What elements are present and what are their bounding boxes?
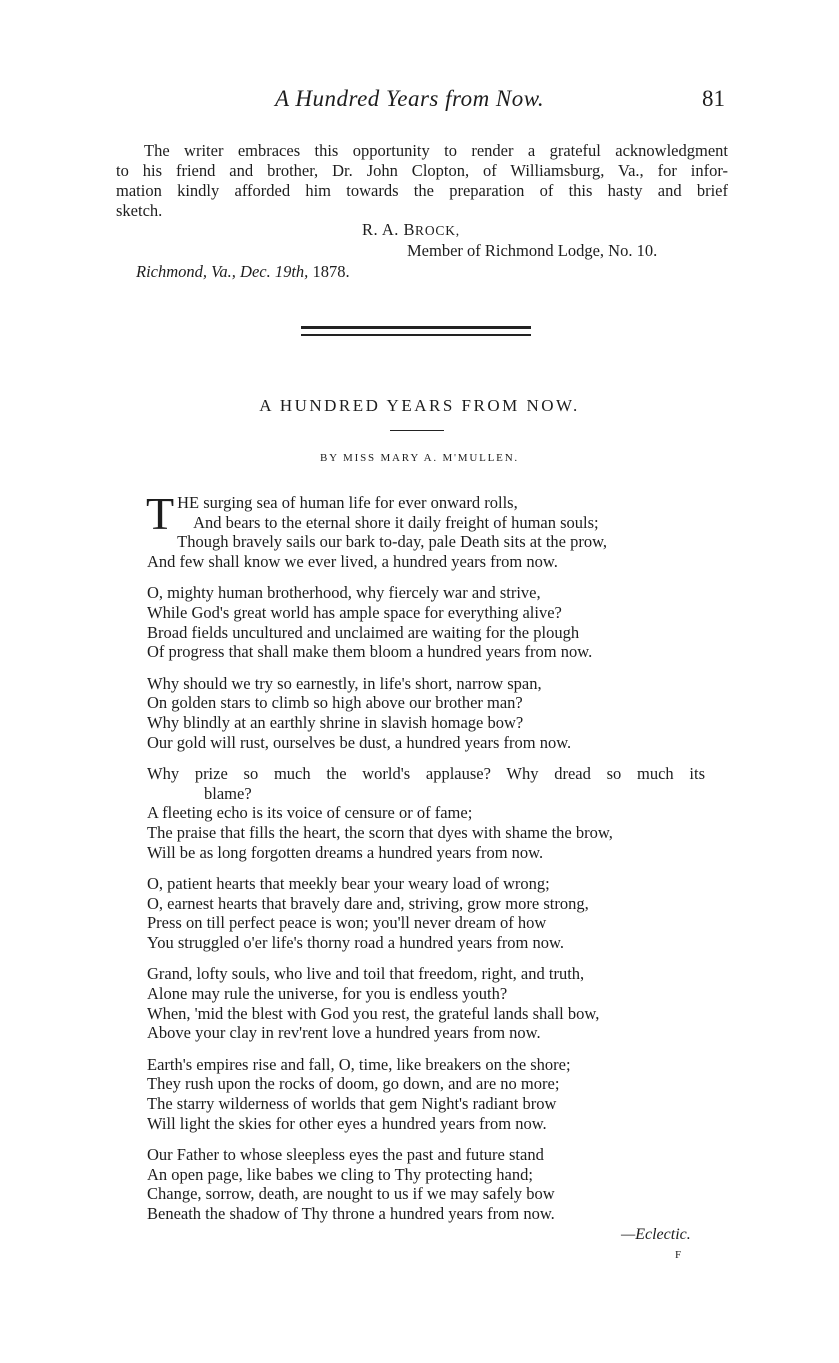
stanza — [147, 1055, 707, 1133]
poem-line: O, patient hearts that meekly bear your weary load of wrong; — [147, 874, 550, 894]
poem-line: Why blindly at an earthly shrine in slavish homage bow? — [147, 712, 524, 732]
poem-line: Of progress that shall make them bloom a hundred years from now. — [147, 642, 593, 662]
dateline-place: Richmond, Va., Dec. 19th, — [136, 262, 309, 281]
signature-name — [362, 220, 460, 240]
poem-line: Our gold will rust, ourselves be dust, a hundred years from now. — [147, 732, 572, 752]
running-title: A Hundred Years from Now. — [275, 86, 545, 111]
poem-line: Above your clay in rev'rent love a hundred years from now. — [147, 1023, 541, 1043]
title-rule — [390, 430, 444, 431]
poem-line: The praise that fills the heart, the scorn that dyes with shame the brow, — [147, 822, 613, 842]
poem-line: Beneath the shadow of Thy throne a hundred years from now. — [147, 1204, 555, 1223]
poem-line: When, 'mid the blest with God you rest, the grateful lands shall bow, — [147, 1003, 600, 1023]
poem-line: And few shall know we ever lived, a hundred years from now. — [147, 551, 558, 571]
poem-line: An open page, like babes we cling to Thy protecting hand; — [147, 1164, 533, 1184]
poem-line: Though bravely sails our bark to-day, pale Death sits at the prow, — [177, 532, 608, 552]
poem-line: The starry wilderness of worlds that gem Night's radiant brow — [147, 1094, 557, 1114]
poem-line: Press on till perfect peace is won; you'll never dream of how — [147, 913, 547, 933]
poem-line: Change, sorrow, death, are nought to us if we may safely bow — [147, 1184, 555, 1204]
acknowledgment-line: sketch. — [116, 201, 163, 220]
signature-initials: R. A. B — [362, 220, 416, 239]
poem-byline: BY MISS MARY A. M'MULLEN. — [320, 452, 519, 464]
poem-credit: —Eclectic. — [621, 1226, 691, 1243]
stanza — [147, 583, 707, 661]
poem-line: Will light the skies for other eyes a hundred years from now. — [147, 1113, 547, 1133]
poem-line: Alone may rule the universe, for you is endless youth? — [147, 984, 508, 1004]
poem-line: Why prize so much the world's applause? Why dread so much its — [147, 764, 705, 784]
poem-line: Our Father to whose sleepless eyes the past and future stand — [147, 1145, 544, 1165]
poem-line — [147, 513, 707, 533]
poem-line: O, earnest hearts that bravely dare and, striving, grow more strong, — [147, 893, 589, 913]
stanza — [147, 874, 707, 952]
poem-body — [146, 488, 707, 1236]
poem-line: Why should we try so earnestly, in life's short, narrow span, — [147, 673, 542, 693]
section-divider — [301, 326, 531, 336]
stanza — [147, 1145, 707, 1223]
signature-surname: ROCK, — [415, 223, 460, 238]
poem-title: A HUNDRED YEARS FROM NOW. — [259, 396, 580, 415]
dateline — [136, 262, 350, 282]
acknowledgment-line: to his friend and brother, Dr. John Clopton, of Williamsburg, Va., for infor- — [116, 161, 728, 180]
stanza — [147, 964, 707, 1042]
poem-line: HE surging sea of human life for ever onward rolls, — [177, 493, 518, 512]
running-head — [0, 86, 839, 116]
stanza — [147, 674, 707, 752]
poem-line: They rush upon the rocks of doom, go down, and are no more; — [147, 1074, 560, 1094]
dateline-year: 1878. — [312, 262, 350, 281]
signature-title: Member of Richmond Lodge, No. 10. — [407, 241, 658, 260]
poem-line: Earth's empires rise and fall, O, time, like breakers on the shore; — [147, 1054, 571, 1074]
stanza — [146, 488, 707, 571]
stanza — [147, 764, 707, 862]
poem-line: blame? — [204, 783, 252, 803]
poem-line: Broad fields uncultured and unclaimed are waiting for the plough — [147, 622, 580, 642]
acknowledgment-paragraph — [116, 141, 728, 221]
drop-cap: T — [146, 488, 175, 539]
printer-signature-mark: F — [675, 1249, 682, 1261]
poem-line: Will be as long forgotten dreams a hundred years from now. — [147, 842, 544, 862]
page-number: 81 — [702, 86, 725, 111]
poem-line: O, mighty human brotherhood, why fiercely war and strive, — [147, 583, 541, 603]
poem-line-text: And bears to the eternal shore it daily freight of human souls; — [193, 512, 599, 532]
poem-line: On golden stars to climb so high above our brother man? — [147, 693, 523, 713]
poem-line: Grand, lofty souls, who live and toil that freedom, right, and truth, — [147, 964, 585, 984]
acknowledgment-line: The writer embraces this opportunity to render a grateful acknowledgment — [144, 141, 728, 160]
acknowledgment-line: mation kindly afforded him towards the preparation of this hasty and brief — [116, 181, 728, 200]
poem-line: A fleeting echo is its voice of censure or of fame; — [147, 803, 473, 823]
poem-line: You struggled o'er life's thorny road a hundred years from now. — [147, 932, 564, 952]
poem-line: While God's great world has ample space for everything alive? — [147, 602, 562, 622]
